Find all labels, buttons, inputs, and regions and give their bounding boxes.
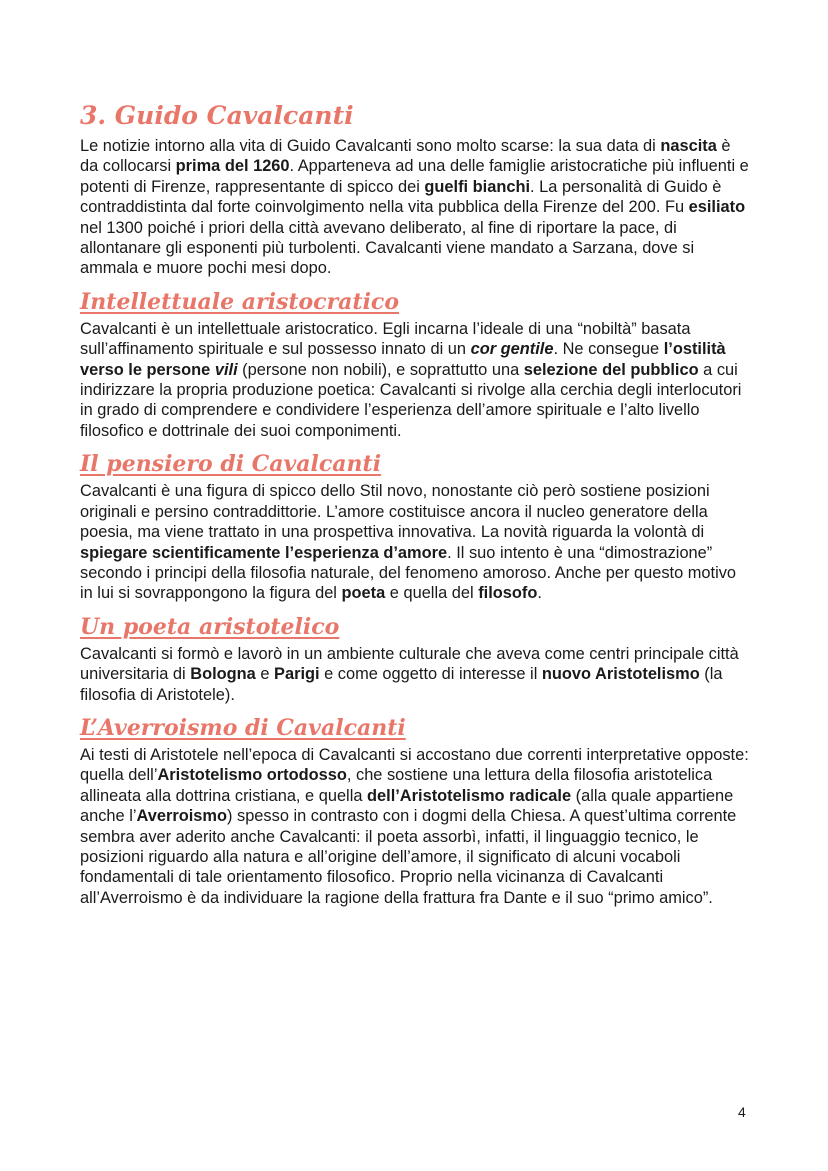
section-heading-l-averroismo-di-cavalcanti: L’Averroismo di Cavalcanti [80, 714, 406, 741]
section-heading-un-poeta-aristotelico: Un poeta aristotelico [80, 613, 340, 640]
text-run: Le notizie intorno alla vita di Guido Cavalcanti sono molto scarse: la sua data di [80, 137, 661, 155]
text-run: Cavalcanti è una figura di spicco dello Stil novo, nonostante ciò però sostiene posizioni originali e persino contraddittorie. L’amore costituisce ancora il nucleo generatore della poesia, ma viene trattato in una prospettiva innovativa. La novità riguarda la volontà di [80, 482, 710, 542]
text-run: . [537, 584, 542, 603]
section-heading-intellettuale-aristocratico: Intellettuale aristocratico [80, 288, 399, 315]
text-run: e quella del [385, 584, 479, 603]
text-run: (alla quale appartiene anche l’ [80, 786, 734, 826]
bold-term: prima del 1260 [175, 157, 290, 176]
bold-term: poeta [341, 584, 386, 603]
text-run: . La personalità di Guido è contraddistinta dal forte coinvolgimento nella vita pubblica della Firenze del 200. Fu [80, 177, 722, 217]
bold-term: nuovo Aristotelismo [541, 665, 700, 684]
text-run: Cavalcanti è un intellettuale aristocratico. Egli incarna l’ideale di una “nobiltà” basata sull’affinamento spirituale e sul possesso innato di un [80, 319, 691, 359]
bold-term: Averroismo [136, 807, 227, 826]
bold-term: selezione del pubblico [523, 360, 699, 379]
bold-term: Parigi [274, 665, 320, 684]
section-paragraph [80, 136, 750, 279]
text-run: . Ne consegue [553, 340, 664, 359]
text-run: è da collocarsi [80, 137, 731, 176]
text-run: (la filosofia di Aristotele). [80, 665, 723, 704]
bold-term: filosofo [478, 584, 538, 603]
bold-term: cor gentile [470, 340, 554, 359]
bold-term: vili [214, 360, 238, 379]
bold-term: nascita [660, 137, 717, 155]
bold-term: guelfi bianchi [424, 177, 531, 196]
bold-term: Aristotelismo ortodosso [157, 766, 347, 785]
text-run: . Apparteneva ad una delle famiglie aristocratiche più influenti e potenti di Firenze, rappresentante di spicco dei [80, 157, 749, 196]
text-run: ) spesso in contrasto con i dogmi della Chiesa. A quest’ultima corrente sembra aver aderito anche Cavalcanti: il poeta assorbì, infatti, il linguaggio tecnico, le posizioni riguardo alla natura e all’origine dell’amore, il significato di alcuni vocaboli fondamentali di tale orientamento filosofico. Proprio nella vicinanza di Cavalcanti all’Averroismo è da individuare la ragione della frattura fra Dante e il suo “primo amico”. [80, 807, 737, 907]
page-title: 3. Guido Cavalcanti [80, 101, 354, 130]
section-paragraph [80, 319, 750, 441]
section-heading-il-pensiero-di-cavalcanti: Il pensiero di Cavalcanti [80, 451, 382, 478]
bold-term: spiegare scientificamente l’esperienza d’amore [80, 543, 448, 562]
text-run: , che sostiene una lettura della filosofia aristotelica allineata alla dottrina cristiana, e quella [80, 766, 713, 805]
text-run: (persone non nobili), e soprattutto una [237, 360, 524, 379]
text-run: nel 1300 poiché i priori della città avevano deliberato, al fine di riportare la pace, di allontanare gli esponenti più turbolenti. Cavalcanti viene mandato a Sarzana, dove si ammala e muore pochi mesi dopo. [80, 218, 695, 278]
text-run: e [255, 665, 275, 684]
section-paragraph [80, 644, 750, 705]
bold-term: l’ostilità verso le persone [80, 340, 726, 379]
document-body [80, 100, 750, 908]
section-paragraph [80, 745, 750, 908]
page-number: 4 [738, 1104, 746, 1120]
text-run: Ai testi di Aristotele nell’epoca di Cavalcanti si accostano due correnti interpretative opposte: quella dell’ [80, 745, 749, 785]
text-run: a cui indirizzare la propria produzione poetica: Cavalcanti si rivolge alla cerchia degli interlocutori in grado di comprendere e condividere l’esperienza dell’amore spirituale e l’alto livello filosofico e dottrinale dei suoi componimenti. [80, 360, 742, 440]
text-run: Cavalcanti si formò e lavorò in un ambiente culturale che aveva come centri principale città universitaria di [80, 644, 739, 684]
bold-term: dell’Aristotelismo radicale [367, 786, 572, 805]
text-run: . Il suo intento è una “dimostrazione” secondo i principi della filosofia naturale, del fenomeno amoroso. Anche per questo motivo in lui si sovrappongono la figura del [80, 543, 737, 603]
bold-term: Bologna [190, 665, 256, 684]
bold-term: esiliato [688, 198, 746, 217]
text-run: e come oggetto di interesse il [319, 665, 542, 684]
section-paragraph [80, 481, 750, 603]
